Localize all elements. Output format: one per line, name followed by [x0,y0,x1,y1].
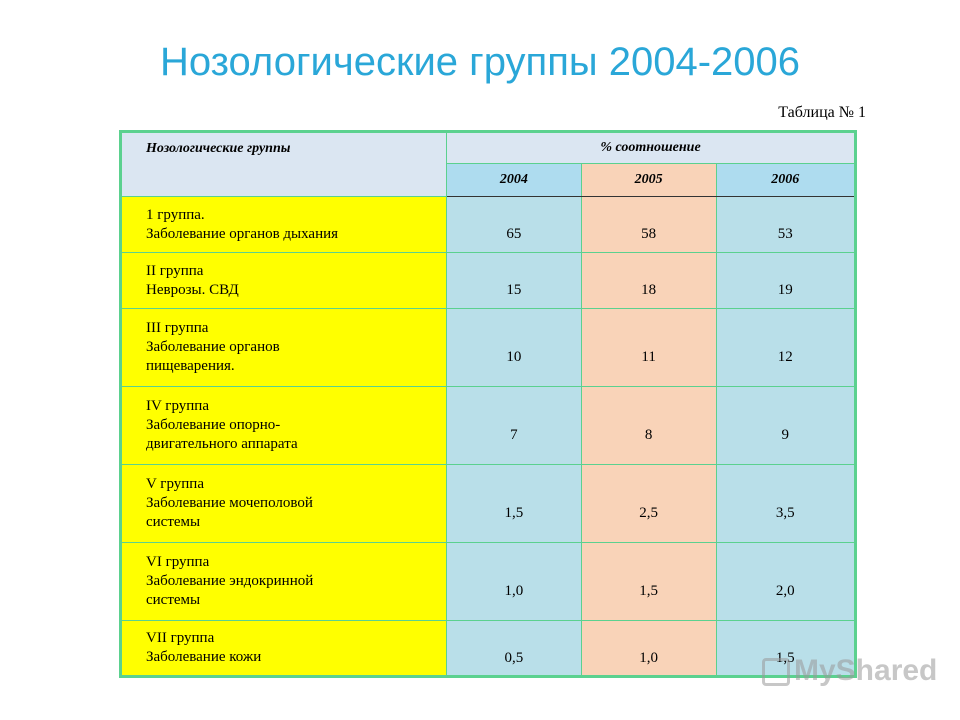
group-desc: Заболевание эндокринной [146,573,314,589]
group-title: II группа [146,262,204,279]
value-2004: 1,0 [447,543,582,621]
watermark-text: MyShared [794,654,938,687]
header-percent-col: % соотношение [447,132,856,164]
nosology-table [119,130,857,678]
group-desc: Заболевание органов [146,339,280,355]
value-2006: 1,5 [716,621,856,677]
group-title: IV группа [146,398,209,414]
group-cell [121,387,447,465]
group-desc: Заболевание опорно- [146,417,281,433]
value-2005: 8 [581,387,716,465]
value-2006: 3,5 [716,465,856,543]
group-title: V группа [146,476,204,492]
value-2005: 1,0 [581,621,716,677]
value-2004: 15 [447,253,582,309]
value-2006: 19 [716,253,856,309]
value-2004: 1,5 [447,465,582,543]
group-cell [121,465,447,543]
group-cell [121,197,447,253]
group-title: VII группа [146,630,215,646]
header-group-col: Нозологические группы [121,132,447,197]
table-header-row [121,132,856,164]
table-row [121,621,856,677]
header-year-2006: 2006 [716,164,856,197]
group-desc: Неврозы. СВД [146,281,239,298]
value-2004: 7 [447,387,582,465]
value-2005: 1,5 [581,543,716,621]
table-row [121,309,856,387]
table-row [121,197,856,253]
table-row [121,253,856,309]
value-2005: 2,5 [581,465,716,543]
group-desc: Заболевание кожи [146,649,262,665]
group-desc-cont: пищеварения. [146,358,235,374]
group-title: VI группа [146,554,210,570]
group-title: 1 группа. [146,206,205,223]
table-row [121,387,856,465]
page-title: Нозологические группы 2004-2006 [159,40,801,84]
group-desc: Заболевание мочеполовой [146,495,313,511]
watermark [762,654,937,688]
group-desc-cont: двигательного аппарата [146,436,298,452]
group-cell [121,309,447,387]
group-title: III группа [146,320,209,336]
value-2006: 12 [716,309,856,387]
value-2005: 11 [581,309,716,387]
header-year-2005: 2005 [581,164,716,197]
group-desc: Заболевание органов дыхания [146,225,339,242]
value-2004: 0,5 [447,621,582,677]
value-2006: 53 [716,197,856,253]
group-desc-cont: системы [146,514,201,530]
value-2005: 58 [581,197,716,253]
group-cell [121,543,447,621]
value-2006: 9 [716,387,856,465]
watermark-logo-icon [762,658,790,686]
group-desc-cont: системы [146,592,201,608]
header-year-2004: 2004 [447,164,582,197]
value-2005: 18 [581,253,716,309]
value-2006: 2,0 [716,543,856,621]
table-row [121,465,856,543]
value-2004: 10 [447,309,582,387]
value-2004: 65 [447,197,582,253]
group-cell [121,253,447,309]
group-cell [121,621,447,677]
table-row [121,543,856,621]
table-label: Таблица № 1 [778,104,866,121]
